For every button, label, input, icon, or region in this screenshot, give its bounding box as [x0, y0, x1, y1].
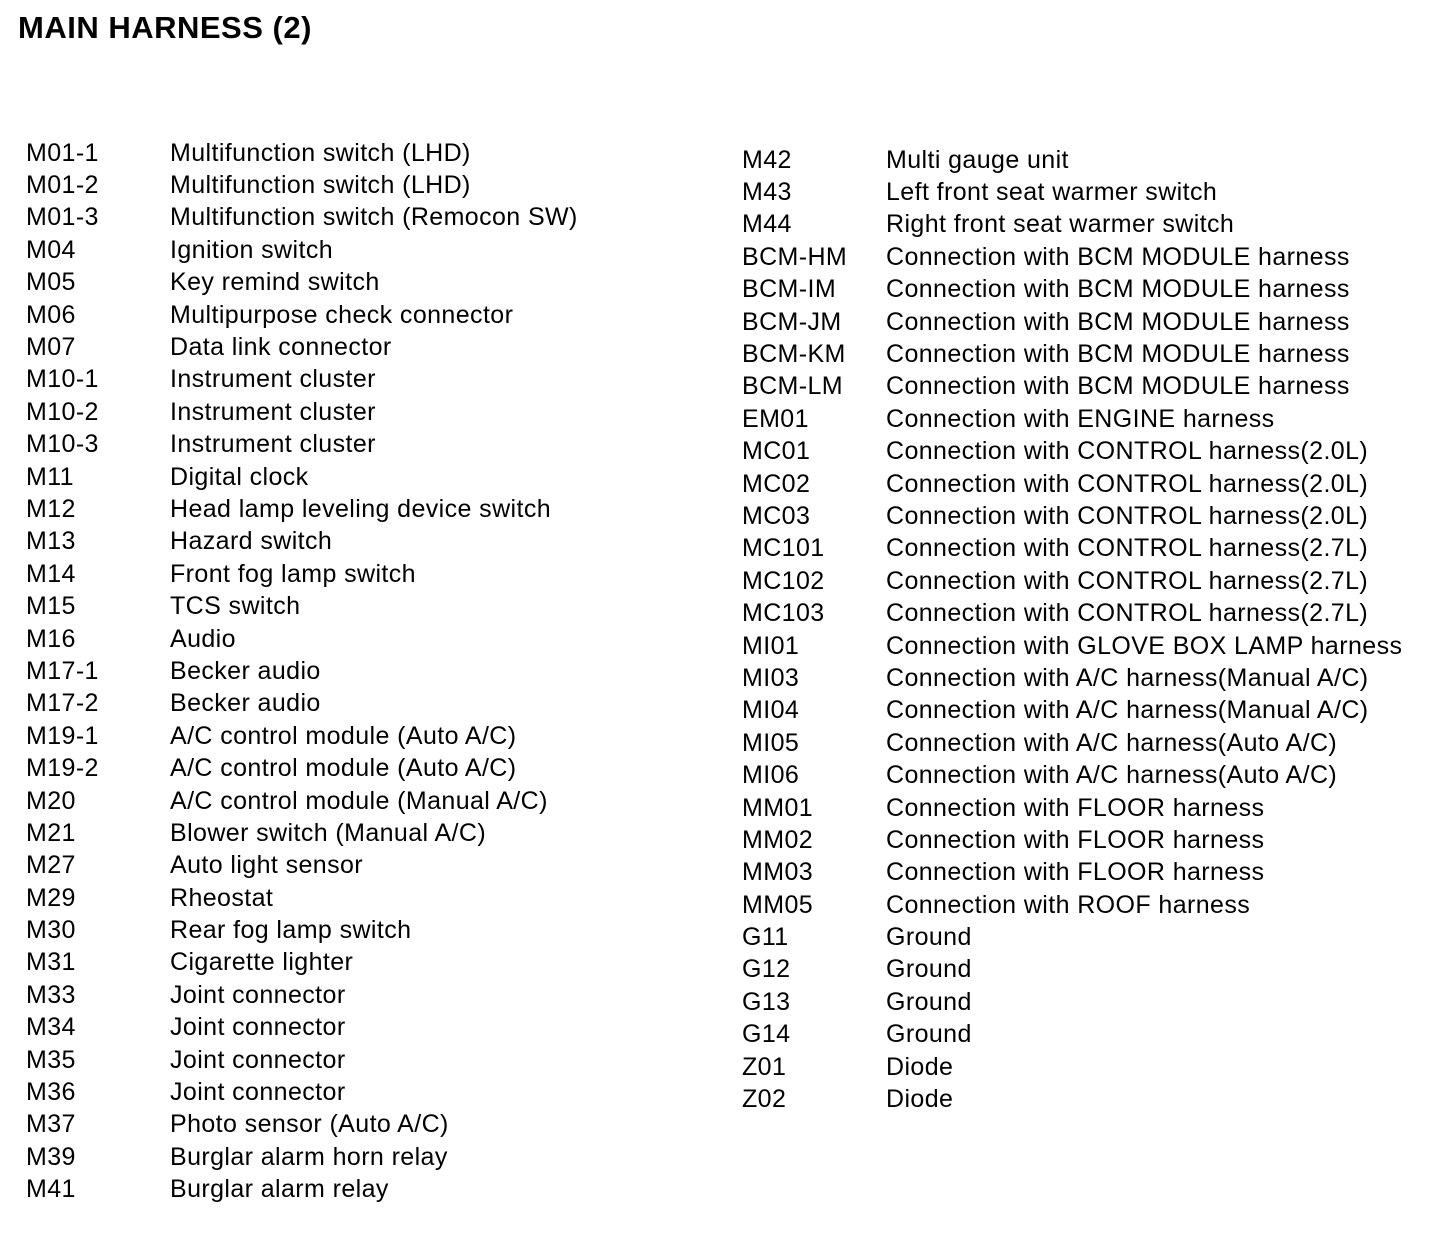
connector-description: Joint connector — [170, 1045, 346, 1074]
connector-description: Multifunction switch (Remocon SW) — [170, 203, 578, 232]
connector-row — [742, 403, 1402, 435]
connector-code: BCM-HM — [742, 242, 848, 271]
connector-description: Connection with CONTROL harness(2.0L) — [886, 501, 1369, 530]
connector-row — [26, 558, 578, 590]
connector-description: Burglar alarm relay — [170, 1175, 389, 1204]
connector-row — [742, 1083, 1402, 1115]
connector-description: A/C control module (Manual A/C) — [170, 786, 548, 815]
connector-row — [742, 597, 1402, 629]
connector-description: Key remind switch — [170, 268, 380, 297]
connector-row — [26, 752, 578, 784]
connector-description: Connection with ENGINE harness — [886, 404, 1275, 433]
connector-code: M31 — [26, 948, 76, 977]
connector-row — [742, 533, 1402, 565]
connector-code: M17-2 — [26, 689, 99, 718]
connector-description: A/C control module (Auto A/C) — [170, 721, 517, 750]
connector-description: Becker audio — [170, 689, 321, 718]
connector-description: Burglar alarm horn relay — [170, 1142, 448, 1171]
connector-row — [26, 688, 578, 720]
connector-row — [26, 1076, 578, 1108]
connector-description: Photo sensor (Auto A/C) — [170, 1110, 449, 1139]
connector-description: Diode — [886, 1085, 954, 1114]
connector-row — [742, 468, 1402, 500]
connector-row — [742, 792, 1402, 824]
connector-code: M33 — [26, 980, 76, 1009]
connector-row — [26, 169, 578, 201]
connector-code: M10-2 — [26, 397, 99, 426]
connector-description: Connection with BCM MODULE harness — [886, 242, 1350, 271]
connector-code: M15 — [26, 592, 76, 621]
connector-description: Connection with GLOVE BOX LAMP harness — [886, 631, 1403, 660]
connector-description: Instrument cluster — [170, 430, 376, 459]
connector-description: Multi gauge unit — [886, 145, 1069, 174]
connector-row — [26, 817, 578, 849]
connector-code: M16 — [26, 624, 76, 653]
connector-row — [742, 338, 1402, 370]
connector-code: M42 — [742, 145, 792, 174]
connector-description: Connection with BCM MODULE harness — [886, 307, 1350, 336]
connector-row — [742, 986, 1402, 1018]
connector-code: M10-1 — [26, 365, 99, 394]
connector-row — [742, 824, 1402, 856]
connector-code: M41 — [26, 1175, 76, 1204]
connector-description: Connection with BCM MODULE harness — [886, 275, 1350, 304]
connector-description: Becker audio — [170, 656, 321, 685]
connector-description: Multifunction switch (LHD) — [170, 138, 471, 167]
connector-row — [742, 500, 1402, 532]
connector-code: M39 — [26, 1142, 76, 1171]
connector-row — [742, 1019, 1402, 1051]
connector-row — [742, 695, 1402, 727]
connector-description: Instrument cluster — [170, 365, 376, 394]
connector-row — [26, 396, 578, 428]
connector-row — [742, 630, 1402, 662]
connector-description: Connection with CONTROL harness(2.7L) — [886, 566, 1369, 595]
connector-row — [26, 850, 578, 882]
connector-description: Blower switch (Manual A/C) — [170, 818, 487, 847]
connector-code: M05 — [26, 268, 76, 297]
page-title: MAIN HARNESS (2) — [18, 10, 312, 45]
connector-row — [742, 144, 1402, 176]
connector-row — [742, 371, 1402, 403]
connector-code: M01-3 — [26, 203, 99, 232]
connector-row — [742, 436, 1402, 468]
connector-description: Rheostat — [170, 883, 274, 912]
connector-row — [26, 1044, 578, 1076]
connector-row — [742, 857, 1402, 889]
connector-row — [26, 364, 578, 396]
connector-code: M07 — [26, 333, 76, 362]
connector-list-right — [742, 144, 1402, 1116]
connector-code: MM02 — [742, 825, 814, 854]
connector-code: MC02 — [742, 469, 811, 498]
connector-code: M04 — [26, 235, 76, 264]
connector-code: MM03 — [742, 858, 814, 887]
connector-row — [742, 662, 1402, 694]
connector-code: M11 — [26, 462, 74, 491]
connector-row — [26, 234, 578, 266]
connector-code: M29 — [26, 883, 76, 912]
connector-row — [26, 1174, 578, 1206]
connector-code: M37 — [26, 1110, 76, 1139]
connector-row — [26, 590, 578, 622]
connector-description: Ground — [886, 1020, 972, 1049]
connector-code: G13 — [742, 987, 791, 1016]
connector-row — [26, 429, 578, 461]
connector-code: M14 — [26, 559, 76, 588]
connector-row — [26, 267, 578, 299]
connector-code: M30 — [26, 916, 76, 945]
connector-code: M06 — [26, 300, 76, 329]
connector-row — [26, 331, 578, 363]
connector-row — [26, 979, 578, 1011]
connector-description: Connection with CONTROL harness(2.7L) — [886, 534, 1369, 563]
connector-code: M44 — [742, 210, 792, 239]
connector-description: Multifunction switch (LHD) — [170, 171, 471, 200]
connector-code: MI01 — [742, 631, 800, 660]
connector-code: BCM-KM — [742, 340, 846, 369]
connector-code: M10-3 — [26, 430, 99, 459]
connector-code: M01-2 — [26, 171, 99, 200]
connector-description: Ignition switch — [170, 235, 334, 264]
connector-description: Diode — [886, 1052, 954, 1081]
connector-code: M13 — [26, 527, 76, 556]
connector-description: Multipurpose check connector — [170, 300, 514, 329]
connector-description: Auto light sensor — [170, 851, 364, 880]
connector-code: G12 — [742, 955, 791, 984]
connector-description: Connection with BCM MODULE harness — [886, 372, 1350, 401]
connector-row — [742, 889, 1402, 921]
connector-row — [742, 954, 1402, 986]
connector-code: MM05 — [742, 890, 814, 919]
connector-code: MC01 — [742, 437, 811, 466]
connector-code: MC101 — [742, 534, 825, 563]
connector-code: Z02 — [742, 1085, 787, 1114]
connector-description: A/C control module (Auto A/C) — [170, 754, 517, 783]
connector-code: MI05 — [742, 728, 800, 757]
connector-description: Connection with FLOOR harness — [886, 825, 1265, 854]
connector-row — [26, 1141, 578, 1173]
connector-code: M01-1 — [26, 138, 99, 167]
connector-description: Connection with A/C harness(Auto A/C) — [886, 761, 1338, 790]
connector-description: Front fog lamp switch — [170, 559, 416, 588]
connector-code: M43 — [742, 178, 792, 207]
connector-code: G14 — [742, 1020, 791, 1049]
connector-description: Audio — [170, 624, 236, 653]
connector-row — [742, 306, 1402, 338]
connector-description: Connection with FLOOR harness — [886, 793, 1265, 822]
connector-row — [742, 921, 1402, 953]
connector-description: Joint connector — [170, 1078, 346, 1107]
connector-row — [26, 947, 578, 979]
connector-description: Connection with A/C harness(Manual A/C) — [886, 696, 1369, 725]
connector-code: M35 — [26, 1045, 76, 1074]
connector-description: Cigarette lighter — [170, 948, 354, 977]
connector-code: BCM-IM — [742, 275, 837, 304]
connector-row — [742, 209, 1402, 241]
connector-code: M12 — [26, 494, 76, 523]
connector-description: Connection with CONTROL harness(2.0L) — [886, 469, 1369, 498]
connector-row — [742, 241, 1402, 273]
connector-description: Connection with FLOOR harness — [886, 858, 1265, 887]
connector-row — [26, 461, 578, 493]
connector-description: Connection with CONTROL harness(2.0L) — [886, 437, 1369, 466]
connector-code: M21 — [26, 818, 76, 847]
connector-row — [26, 623, 578, 655]
connector-description: TCS switch — [170, 592, 301, 621]
connector-code: MI06 — [742, 761, 800, 790]
connector-code: M36 — [26, 1078, 76, 1107]
connector-description: Connection with A/C harness(Auto A/C) — [886, 728, 1338, 757]
connector-row — [742, 176, 1402, 208]
connector-row — [742, 274, 1402, 306]
connector-row — [26, 882, 578, 914]
connector-row — [26, 720, 578, 752]
connector-row — [26, 1012, 578, 1044]
connector-description: Connection with BCM MODULE harness — [886, 340, 1350, 369]
connector-code: MM01 — [742, 793, 814, 822]
connector-row — [742, 565, 1402, 597]
connector-code: M19-1 — [26, 721, 99, 750]
connector-row — [26, 137, 578, 169]
connector-list-left — [26, 137, 578, 1206]
connector-description: Joint connector — [170, 980, 346, 1009]
connector-description: Hazard switch — [170, 527, 333, 556]
connector-description: Ground — [886, 987, 972, 1016]
connector-row — [26, 1109, 578, 1141]
connector-code: EM01 — [742, 404, 809, 433]
connector-code: G11 — [742, 923, 789, 952]
connector-code: MI03 — [742, 663, 800, 692]
connector-code: MI04 — [742, 696, 800, 725]
connector-row — [26, 914, 578, 946]
connector-description: Head lamp leveling device switch — [170, 494, 552, 523]
connector-description: Joint connector — [170, 1013, 346, 1042]
connector-code: Z01 — [742, 1052, 787, 1081]
connector-code: BCM-JM — [742, 307, 842, 336]
connector-code: MC03 — [742, 501, 811, 530]
connector-row — [26, 526, 578, 558]
connector-code: M20 — [26, 786, 76, 815]
connector-description: Ground — [886, 955, 972, 984]
connector-description: Instrument cluster — [170, 397, 376, 426]
connector-description: Connection with ROOF harness — [886, 890, 1251, 919]
connector-description: Connection with A/C harness(Manual A/C) — [886, 663, 1369, 692]
connector-row — [742, 1051, 1402, 1083]
connector-description: Digital clock — [170, 462, 309, 491]
connector-code: M17-1 — [26, 656, 99, 685]
connector-row — [26, 785, 578, 817]
connector-description: Left front seat warmer switch — [886, 178, 1218, 207]
connector-code: MC102 — [742, 566, 825, 595]
connector-row — [26, 493, 578, 525]
connector-row — [26, 655, 578, 687]
connector-row — [742, 759, 1402, 791]
connector-code: M34 — [26, 1013, 76, 1042]
connector-row — [26, 202, 578, 234]
connector-row — [26, 299, 578, 331]
connector-code: M19-2 — [26, 754, 99, 783]
connector-description: Ground — [886, 923, 972, 952]
connector-code: BCM-LM — [742, 372, 844, 401]
connector-code: MC103 — [742, 599, 825, 628]
connector-description: Data link connector — [170, 333, 392, 362]
connector-code: M27 — [26, 851, 76, 880]
connector-row — [742, 727, 1402, 759]
connector-description: Rear fog lamp switch — [170, 916, 412, 945]
connector-description: Connection with CONTROL harness(2.7L) — [886, 599, 1369, 628]
connector-description: Right front seat warmer switch — [886, 210, 1235, 239]
